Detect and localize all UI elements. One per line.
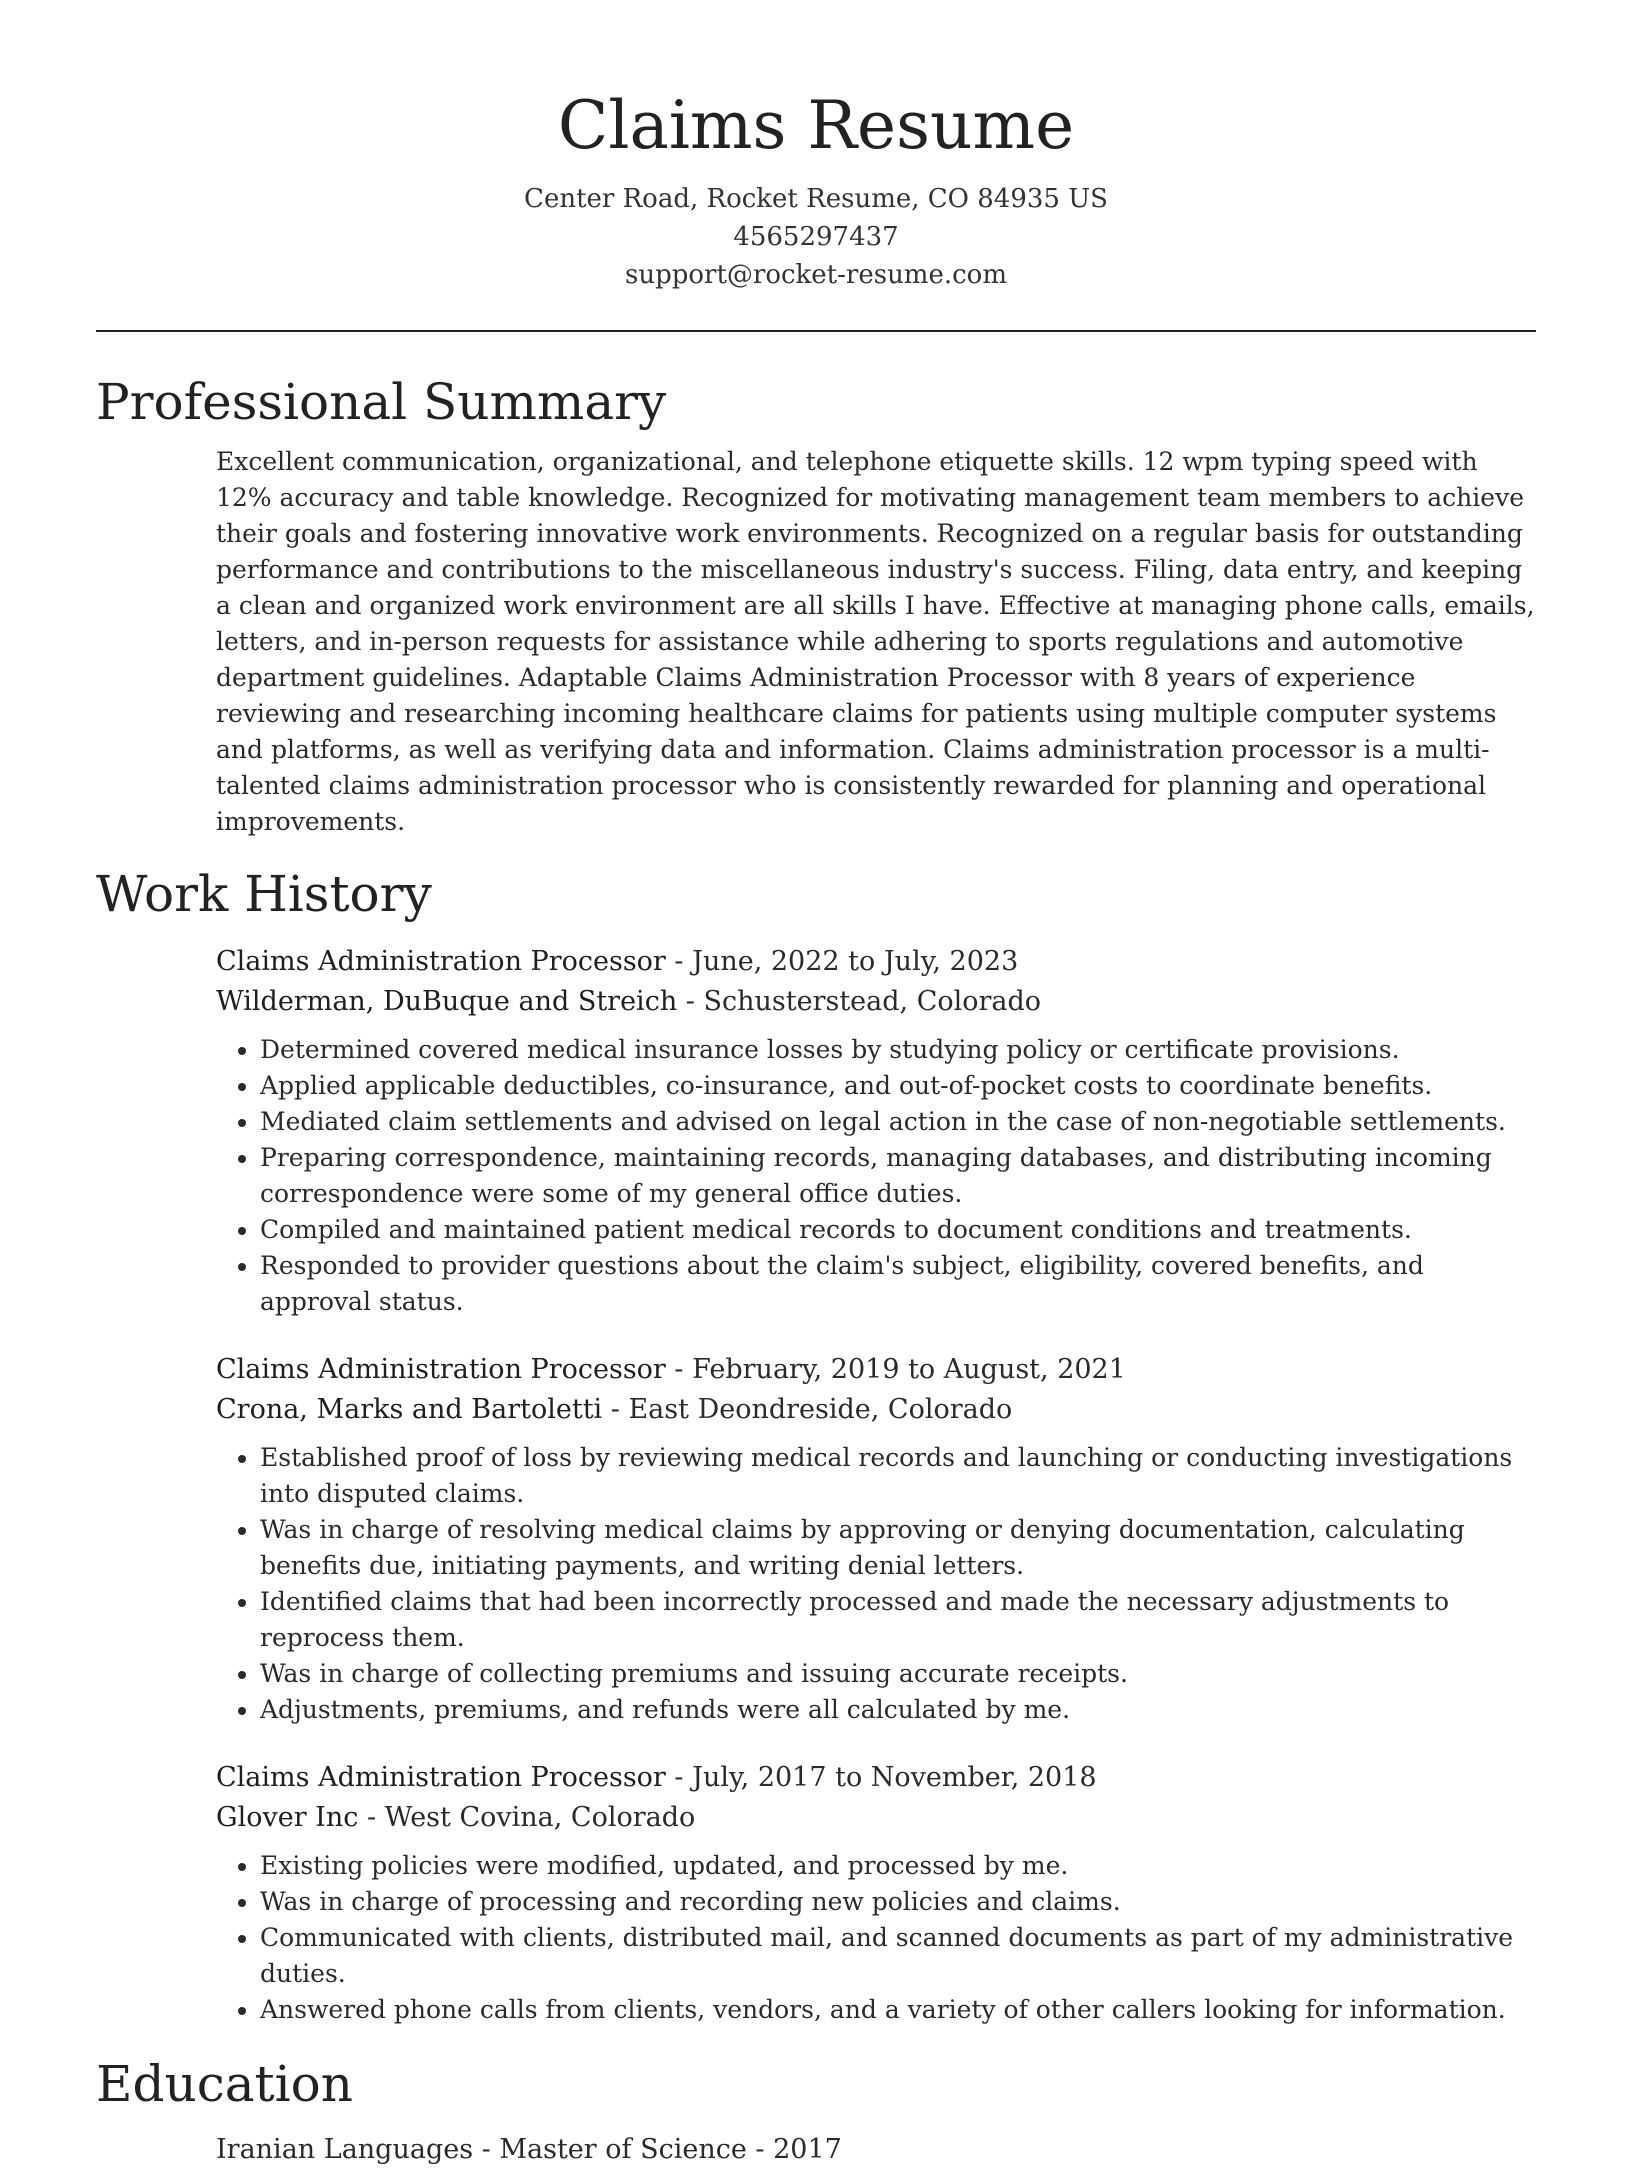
job-bullet: • Mediated claim settlements and advised on legal action in the case of non-negotiable settlements. [260,1104,1536,1140]
job-company-line [216,1390,1536,1430]
job-bullet: • Established proof of loss by reviewing medical records and launching or conducting investigations into disputed claims. [260,1440,1536,1512]
job-company: Crona, Marks and Bartoletti [216,1394,603,1425]
job-title-line [216,1758,1536,1798]
summary-section [216,444,1536,840]
job-bullets [216,1440,1536,1728]
resume-header [96,0,1536,294]
job-position: Claims Administration Processor [216,946,666,977]
job-bullet: • Was in charge of resolving medical claims by approving or denying documentation, calculating benefits due, initiating payments, and writing denial letters. [260,1512,1536,1584]
summary-text: Excellent communication, organizational, and telephone etiquette skills. 12 wpm typing speed with 12% accuracy and table knowledge. Recognized for motivating management team members to achieve their goals and fostering innovative work environments. Recognized on a regular basis for outstanding performance and contributions to the miscellaneous industry's success. Filing, data entry, and keeping a clean and organized work environment are all skills I have. Effective at managing phone calls, emails, letters, and in-person requests for assistance while adhering to sports regulations and automotive department guidelines. Adaptable Claims Administration Processor with 8 years of experience reviewing and researching incoming healthcare claims for patients using multiple computer systems and platforms, as well as verifying data and information. Claims administration processor is a multi-talented claims administration processor who is consistently rewarded for planning and operational improvements. [216,447,1535,836]
job-position: Claims Administration Processor [216,1762,666,1793]
job-bullet: • Compiled and maintained patient medical records to document conditions and treatments. [260,1212,1536,1248]
job-location: - East Deondreside, Colorado [602,1394,1013,1425]
job-bullet: • Adjustments, premiums, and refunds were all calculated by me. [260,1692,1536,1728]
job-location: - Schusterstead, Colorado [677,986,1042,1017]
resume-name: Claims Resume [557,87,1075,164]
job-bullet: • Communicated with clients, distributed mail, and scanned documents as part of my administrative duties. [260,1920,1536,1992]
job-bullet: • Answered phone calls from clients, vendors, and a variety of other callers looking for information. [260,1992,1536,2028]
job-bullet: • Determined covered medical insurance losses by studying policy or certificate provisions. [260,1032,1536,1068]
job-bullet: • Preparing correspondence, maintaining records, managing databases, and distributing incoming correspondence were some of my general office duties. [260,1140,1536,1212]
job-bullet: • Responded to provider questions about the claim's subject, eligibility, covered benefits, and approval status. [260,1248,1536,1320]
contact-block [96,180,1536,294]
job-dates: - June, 2022 to July, 2023 [665,946,1019,977]
job-bullet: • Applied applicable deductibles, co-insurance, and out-of-pocket costs to coordinate benefits. [260,1068,1536,1104]
job-dates: - February, 2019 to August, 2021 [665,1354,1126,1385]
job-position: Claims Administration Processor [216,1354,666,1385]
job-entry [216,1350,1536,1728]
job-company-line [216,1798,1536,1838]
contact-phone: 4565297437 [733,222,899,252]
summary-heading: Professional Summary [96,373,667,431]
work-history-heading: Work History [96,865,432,923]
job-company-line [216,982,1536,1022]
job-entry [216,1758,1536,2028]
contact-address: Center Road, Rocket Resume, CO 84935 US [524,184,1108,214]
education-heading: Education [96,2055,353,2113]
job-title-line [216,1350,1536,1390]
contact-email: support@rocket-resume.com [624,260,1007,290]
job-bullet: • Existing policies were modified, updated, and processed by me. [260,1848,1536,1884]
job-title-line [216,942,1536,982]
resume-page [96,0,1536,2170]
job-bullet: • Was in charge of processing and recording new policies and claims. [260,1884,1536,1920]
job-bullets [216,1848,1536,2028]
work-history-section [216,942,1536,2028]
job-company: Wilderman, DuBuque and Streich [216,986,678,1017]
job-bullet: • Identified claims that had been incorrectly processed and made the necessary adjustments to reprocess them. [260,1584,1536,1656]
job-dates: - July, 2017 to November, 2018 [665,1762,1097,1793]
job-company: Glover Inc [216,1802,359,1833]
education-entry: Iranian Languages - Master of Science - 2017 [216,2134,842,2165]
job-bullet: • Was in charge of collecting premiums and issuing accurate receipts. [260,1656,1536,1692]
job-bullets [216,1032,1536,1320]
job-location: - West Covina, Colorado [358,1802,696,1833]
header-divider [96,330,1536,332]
job-entry [216,942,1536,1320]
education-section [216,2130,1536,2170]
